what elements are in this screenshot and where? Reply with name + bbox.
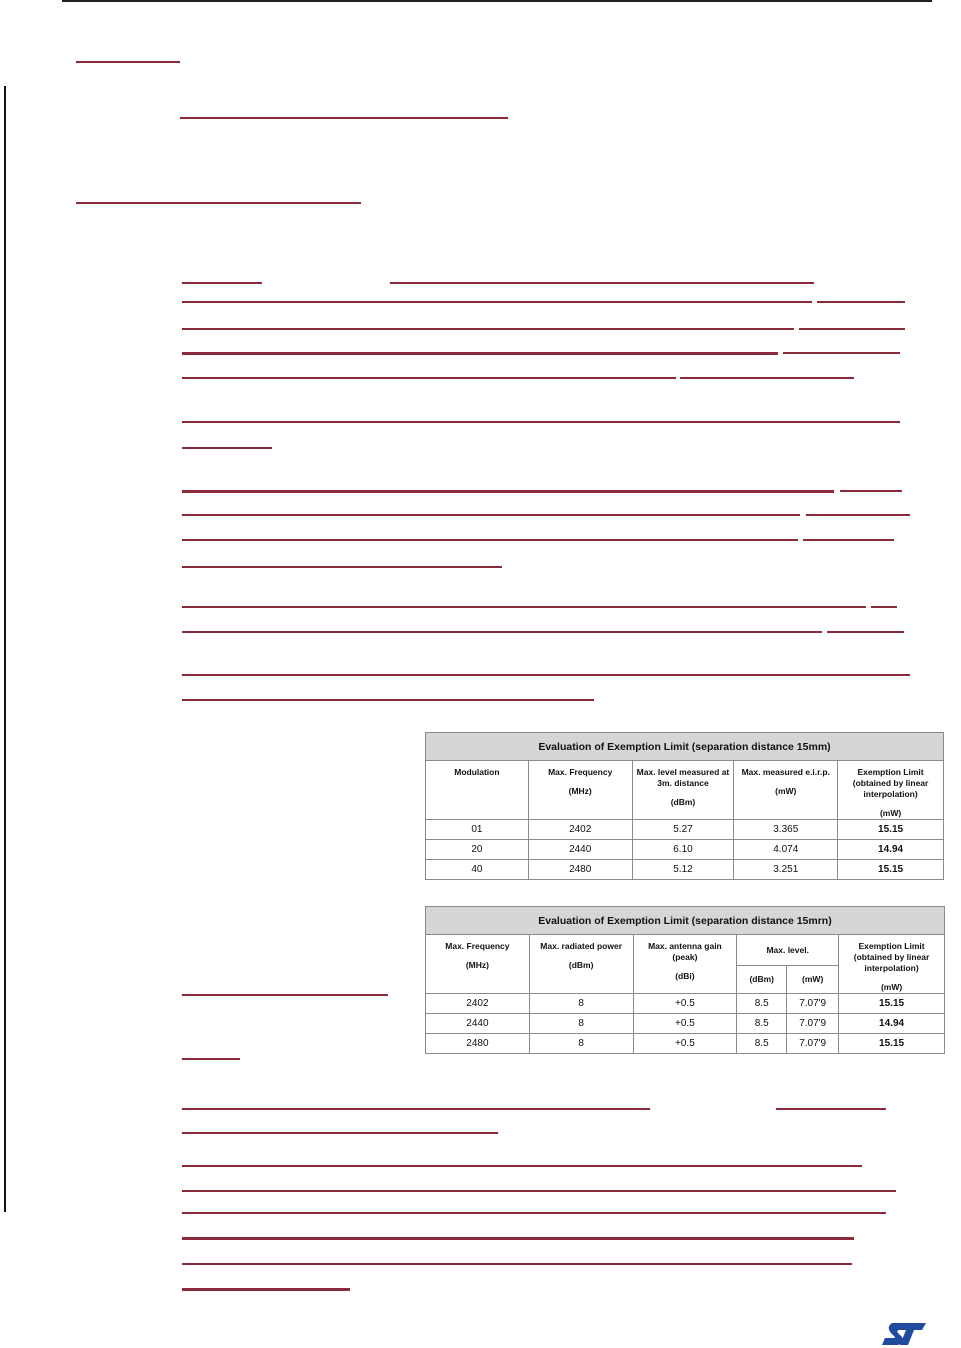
column-header: Max. Frequency (MHz) xyxy=(426,935,530,994)
table-cell: 7.07'9 xyxy=(787,994,839,1014)
table-cell: 15.15 xyxy=(839,994,945,1014)
table-cell: 14.94 xyxy=(839,1014,945,1034)
table-cell: 2440 xyxy=(426,1014,530,1034)
table-cell: 8 xyxy=(529,994,633,1014)
table-cell: 15.15 xyxy=(838,820,944,840)
table-cell: 8 xyxy=(529,1014,633,1034)
exemption-limit-table-1 xyxy=(425,732,944,880)
table-cell: 2480 xyxy=(426,1034,530,1054)
table-cell: 15.15 xyxy=(838,860,944,880)
exemption-limit-table-2 xyxy=(425,906,945,1054)
header-rule xyxy=(62,0,932,2)
sub-header: (dBm) xyxy=(737,965,787,993)
table-caption: Evaluation of Exemption Limit (separation distance 15mrn) xyxy=(426,907,945,935)
table-row xyxy=(426,820,944,840)
sub-header: (mW) xyxy=(787,965,839,993)
table-cell: 4.074 xyxy=(734,840,838,860)
table-cell: 2480 xyxy=(528,860,632,880)
table-cell: 01 xyxy=(426,820,529,840)
table-cell: 14.94 xyxy=(838,840,944,860)
column-header: Modulation xyxy=(426,761,529,820)
table-row xyxy=(426,860,944,880)
column-header: Max. level. xyxy=(737,935,839,966)
table-cell: 5.27 xyxy=(632,820,734,840)
table-cell: 8.5 xyxy=(737,994,787,1014)
table-row xyxy=(426,994,945,1014)
table-cell: +0.5 xyxy=(633,994,737,1014)
table-cell: 3.365 xyxy=(734,820,838,840)
column-header: Max. radiated power (dBm) xyxy=(529,935,633,994)
column-header: Max. measured e.i.r.p. (mW) xyxy=(734,761,838,820)
table-cell: 6.10 xyxy=(632,840,734,860)
table-cell: 15.15 xyxy=(839,1034,945,1054)
table-row xyxy=(426,1034,945,1054)
table-cell: 8.5 xyxy=(737,1034,787,1054)
table-cell: 5.12 xyxy=(632,860,734,880)
table-cell: 20 xyxy=(426,840,529,860)
table-cell: +0.5 xyxy=(633,1014,737,1034)
column-header: Exemption Limit (obtained by linear interpolation) (mW) xyxy=(839,935,945,994)
table-cell: +0.5 xyxy=(633,1034,737,1054)
table-row xyxy=(426,1014,945,1034)
table-cell: 8.5 xyxy=(737,1014,787,1034)
table-cell: 2402 xyxy=(426,994,530,1014)
table-cell: 2402 xyxy=(528,820,632,840)
table-cell: 2440 xyxy=(528,840,632,860)
st-logo-icon xyxy=(880,1321,928,1347)
column-header: Max. level measured at 3m. distance (dBm) xyxy=(632,761,734,820)
table-cell: 3.251 xyxy=(734,860,838,880)
column-header: Max. Frequency (MHz) xyxy=(528,761,632,820)
table-caption: Evaluation of Exemption Limit (separation distance 15mm) xyxy=(426,733,944,761)
change-bar xyxy=(4,86,6,1212)
table-cell: 7.07'9 xyxy=(787,1014,839,1034)
column-header: Exemption Limit (obtained by linear interpolation) (mW) xyxy=(838,761,944,820)
column-header: Max. antenna gain (peak) (dBi) xyxy=(633,935,737,994)
table-row xyxy=(426,840,944,860)
table-cell: 8 xyxy=(529,1034,633,1054)
table-cell: 7.07'9 xyxy=(787,1034,839,1054)
table-cell: 40 xyxy=(426,860,529,880)
